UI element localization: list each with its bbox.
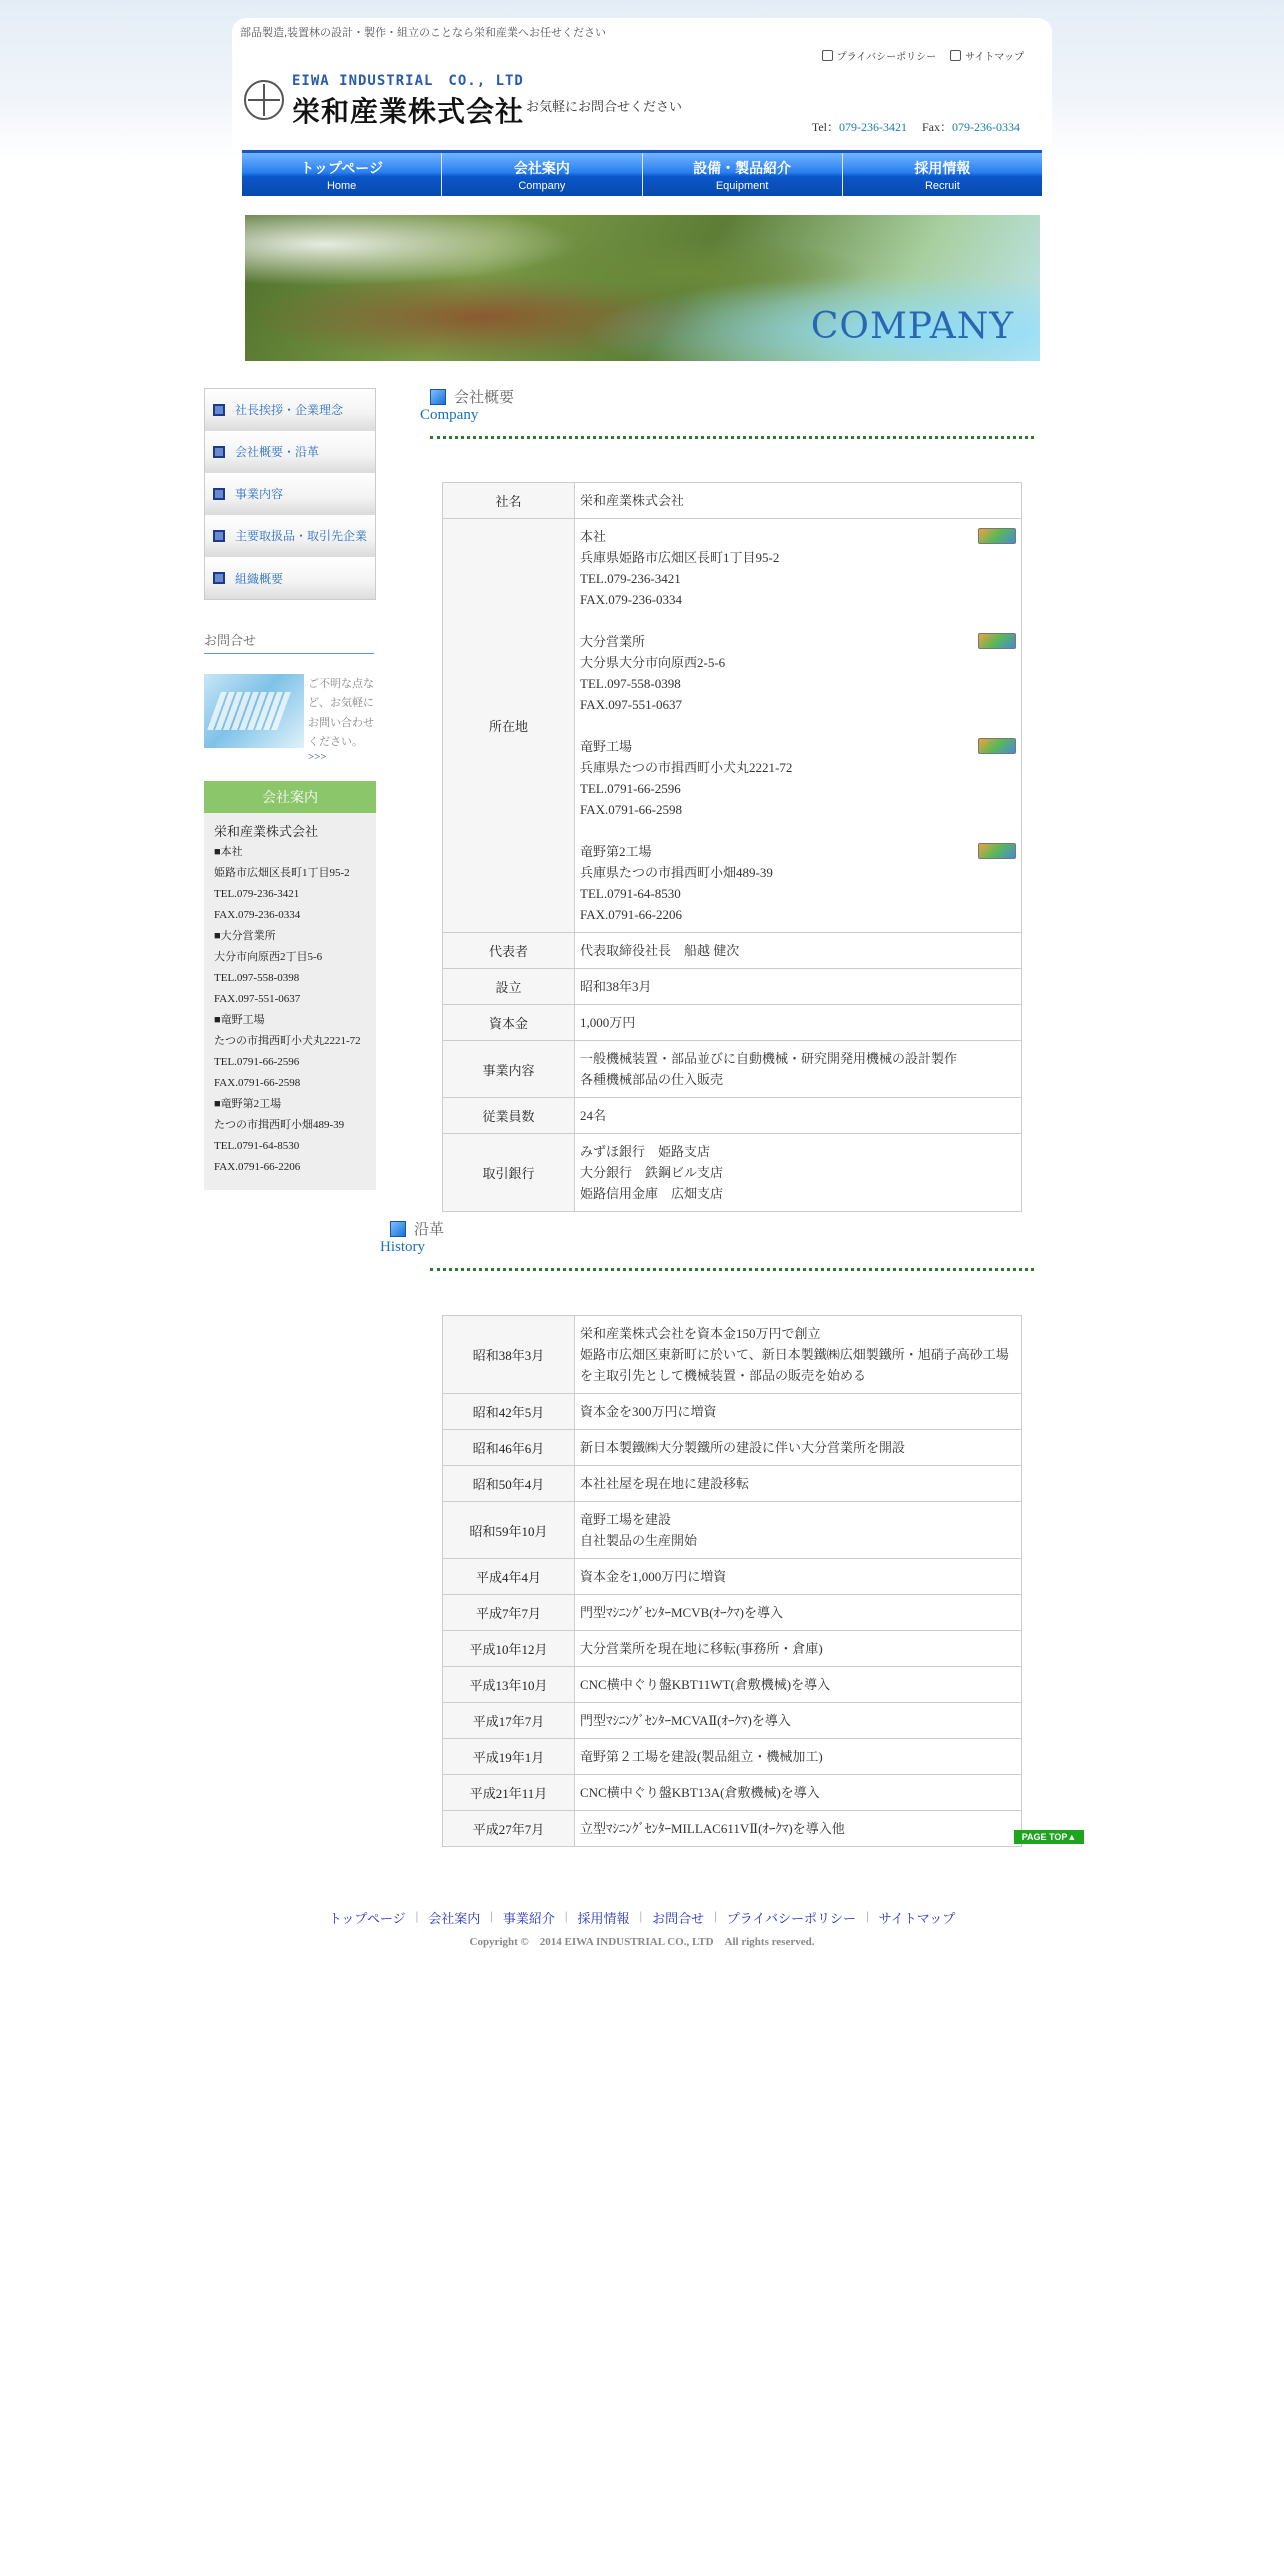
section-divider: [430, 1268, 1034, 1271]
contact-message: お気軽にお問合せください: [526, 99, 683, 114]
square-bullet-icon: [213, 572, 225, 584]
table-row: [443, 1739, 1022, 1775]
row-header: 平成7年7月: [443, 1595, 575, 1631]
row-header: 昭和46年6月: [443, 1430, 575, 1466]
value-line: 門型ﾏｼﾆﾝｸﾞｾﾝﾀｰMCVB(ｵｰｸﾏ)を導入: [580, 1605, 783, 1620]
value-line: 大分営業所: [580, 634, 646, 649]
company-info-line: 姫路市広畑区長町1丁目95-2: [214, 867, 350, 879]
footer-separator: |: [564, 1908, 568, 1923]
square-bullet-icon: [213, 530, 225, 542]
address-block: [580, 526, 1016, 610]
address-block: [580, 736, 1016, 820]
value-line: 大分県大分市向原西2-5-6: [580, 655, 726, 670]
row-value: [575, 1005, 1022, 1041]
site-logo[interactable]: [244, 70, 524, 130]
footer-link[interactable]: 事業紹介: [502, 1911, 555, 1926]
fax-label: Fax：: [921, 120, 952, 134]
row-header: 社名: [443, 483, 575, 519]
value-line: 代表取締役社長 船越 健次: [580, 943, 740, 958]
sidebar-item-label: 組織概要: [235, 571, 284, 586]
row-value: [575, 1775, 1022, 1811]
inquiry-more-link[interactable]: >>>: [308, 751, 327, 763]
history-title: 沿革: [414, 1222, 445, 1238]
tel-number[interactable]: 079-236-3421: [838, 120, 907, 134]
table-row: [443, 1559, 1022, 1595]
section-icon: [430, 389, 446, 405]
row-header: 平成19年1月: [443, 1739, 575, 1775]
value-line: CNC横中ぐり盤KBT13A(倉敷機械)を導入: [580, 1785, 820, 1800]
row-value: [575, 519, 1022, 933]
tel-label: Tel：: [811, 120, 839, 134]
row-header: 平成17年7月: [443, 1703, 575, 1739]
row-value: [575, 1041, 1022, 1098]
row-header: 資本金: [443, 1005, 575, 1041]
sitemap-icon: [950, 50, 961, 61]
site-header: [232, 18, 1052, 150]
nav-home[interactable]: [242, 153, 442, 196]
sitemap-label: サイトマップ: [965, 52, 1024, 63]
value-line: 門型ﾏｼﾆﾝｸﾞｾﾝﾀｰMCVAⅡ(ｵｰｸﾏ)を導入: [580, 1713, 791, 1728]
row-header: 昭和50年4月: [443, 1466, 575, 1502]
sidebar-item-label: 会社概要・沿革: [235, 445, 320, 459]
company-info-line: FAX.097-551-0637: [214, 993, 301, 1005]
nav-company[interactable]: [442, 153, 642, 196]
value-line: 姫路市広畑区東新町に於いて、新日本製鐵㈱広畑製鐵所・旭硝子高砂工場: [580, 1347, 1009, 1362]
company-info-line: TEL.0791-64-8530: [214, 1140, 300, 1152]
overview-subtitle: Company: [420, 407, 479, 423]
inquiry-text: ご不明な点など、お気軽にお問い合わせください。: [308, 677, 374, 748]
header-phone-fax: [812, 118, 1020, 135]
company-info-line: たつの市揖西町小畑489-39: [214, 1119, 345, 1131]
value-line: 大分営業所を現在地に移転(事務所・倉庫): [580, 1641, 823, 1656]
history-table: [442, 1315, 1022, 1847]
address-block: [580, 841, 1016, 925]
row-value: [575, 1394, 1022, 1430]
footer-link[interactable]: トップページ: [328, 1911, 406, 1926]
map-icon[interactable]: [978, 528, 1016, 544]
nav-label-en: Home: [326, 180, 357, 192]
value-line: 竜野工場: [580, 739, 633, 754]
value-line: TEL.0791-64-8530: [580, 886, 681, 901]
company-info-line: TEL.0791-66-2596: [214, 1056, 300, 1068]
table-row: [443, 1005, 1022, 1041]
row-header: 所在地: [443, 519, 575, 933]
row-header: 平成21年11月: [443, 1775, 575, 1811]
footer-separator: |: [639, 1908, 643, 1923]
history-subtitle: History: [380, 1239, 425, 1255]
row-value: [575, 1667, 1022, 1703]
privacy-policy-link[interactable]: [822, 48, 937, 63]
value-line: TEL.097-558-0398: [580, 676, 681, 691]
value-line: 立型ﾏｼﾆﾝｸﾞｾﾝﾀｰMILLAC611VⅡ(ｵｰｸﾏ)を導入他: [580, 1821, 845, 1836]
nav-label-en: Company: [518, 180, 566, 192]
nav-label-en: Equipment: [715, 180, 769, 192]
address-block: [580, 631, 1016, 715]
row-header: 昭和42年5月: [443, 1394, 575, 1430]
utility-links: [822, 48, 1024, 63]
table-row: [443, 1775, 1022, 1811]
sidebar: [204, 388, 376, 1190]
row-header: 従業員数: [443, 1098, 575, 1134]
company-info-line: FAX.0791-66-2598: [214, 1077, 301, 1089]
company-info-line: 栄和産業株式会社: [214, 824, 319, 839]
hero-banner: [245, 215, 1040, 361]
value-line: 1,000万円: [580, 1015, 636, 1030]
row-value: [575, 483, 1022, 519]
inquiry-keyboard-image[interactable]: [204, 674, 304, 748]
logo-japanese-name: 栄和産業株式会社: [292, 95, 525, 128]
map-icon[interactable]: [978, 633, 1016, 649]
row-value: [575, 1430, 1022, 1466]
row-value: [575, 1502, 1022, 1559]
table-row: [443, 1098, 1022, 1134]
company-info-line: TEL.097-558-0398: [214, 972, 300, 984]
copyright: Copyright © 2014 EIWA INDUSTRIAL CO., LTD All rights reserved.: [469, 1936, 815, 1948]
table-row: [443, 1466, 1022, 1502]
table-row: [443, 1631, 1022, 1667]
nav-label-jp: 設備・製品紹介: [693, 161, 792, 177]
overview-table: [442, 482, 1022, 1212]
value-line: 本社社屋を現在地に建設移転: [580, 1476, 750, 1491]
value-line: 大分銀行 鉄鋼ビル支店: [580, 1165, 724, 1180]
fax-number: 079-236-0334: [952, 120, 1020, 134]
page-top-button[interactable]: PAGE TOP▲: [1014, 1830, 1084, 1844]
sidebar-item-business[interactable]: [205, 473, 375, 515]
table-row: [443, 1502, 1022, 1559]
value-line: TEL.0791-66-2596: [580, 781, 681, 796]
company-info-line: TEL.079-236-3421: [214, 888, 300, 900]
company-info-line: FAX.0791-66-2206: [214, 1161, 301, 1173]
value-line: 姫路信用金庫 広畑支店: [580, 1186, 724, 1201]
table-row: [443, 1041, 1022, 1098]
value-line: 各種機械部品の仕入販売: [580, 1072, 724, 1087]
table-row: [443, 1703, 1022, 1739]
nav-recruit[interactable]: [843, 153, 1042, 196]
company-info-line: ■竜野工場: [214, 1014, 265, 1026]
sidebar-item-label: 社長挨拶・企業理念: [235, 403, 344, 417]
footer-separator: |: [714, 1908, 717, 1923]
sidebar-item-label: 事業内容: [235, 487, 284, 501]
value-line: FAX.097-551-0637: [580, 697, 682, 712]
footer-link[interactable]: お問合せ: [652, 1911, 705, 1926]
row-header: 設立: [443, 969, 575, 1005]
value-line: みずほ銀行 姫路支店: [580, 1144, 711, 1159]
section-divider: [430, 436, 1034, 439]
row-value: [575, 1595, 1022, 1631]
value-line: 昭和38年3月: [580, 979, 652, 994]
row-header: 平成4年4月: [443, 1559, 575, 1595]
footer-separator: |: [866, 1908, 869, 1923]
footer-links: [0, 1908, 1284, 1927]
footer-link[interactable]: プライバシーポリシー: [726, 1911, 857, 1926]
footer-separator: |: [415, 1908, 419, 1923]
table-row-location: [443, 519, 1022, 933]
value-line: 竜野第２工場を建設(製品組立・機械加工): [580, 1749, 823, 1764]
company-info-line: ■本社: [214, 846, 243, 858]
table-row: [443, 1667, 1022, 1703]
footer-link[interactable]: 会社案内: [428, 1911, 481, 1926]
nav-equipment[interactable]: [643, 153, 843, 196]
sidebar-menu: [204, 388, 376, 600]
row-value: [575, 1631, 1022, 1667]
row-value: [575, 1559, 1022, 1595]
table-row: [443, 1394, 1022, 1430]
table-row: [443, 483, 1022, 519]
overview-heading: [420, 386, 514, 424]
value-line: 本社: [580, 529, 607, 544]
sidebar-item-products[interactable]: [205, 515, 375, 557]
nav-label-jp: 会社案内: [513, 161, 570, 177]
sidebar-item-organization[interactable]: [205, 557, 375, 599]
company-info-line: ■竜野第2工場: [214, 1098, 282, 1110]
row-header: 昭和59年10月: [443, 1502, 575, 1559]
row-value: [575, 1739, 1022, 1775]
value-line: CNC横中ぐり盤KBT11WT(倉敷機械)を導入: [580, 1677, 831, 1692]
value-line: 資本金を300万円に増資: [580, 1404, 717, 1419]
value-line: 新日本製鐵㈱大分製鐵所の建設に伴い大分営業所を開設: [580, 1440, 906, 1455]
value-line: 竜野第2工場: [580, 844, 652, 859]
table-row: [443, 1811, 1022, 1847]
row-value: [575, 1811, 1022, 1847]
map-icon[interactable]: [978, 843, 1016, 859]
value-line: TEL.079-236-3421: [580, 571, 681, 586]
sidebar-item-overview[interactable]: [205, 431, 375, 473]
value-line: 一般機械装置・部品並びに自動機械・研究開発用機械の設計製作: [580, 1051, 958, 1066]
square-bullet-icon: [213, 446, 225, 458]
table-row: [443, 969, 1022, 1005]
value-line: 竜野工場を建設: [580, 1512, 672, 1527]
map-icon[interactable]: [978, 738, 1016, 754]
row-value: [575, 933, 1022, 969]
logo-mark-icon: [244, 80, 284, 120]
row-value: [575, 1316, 1022, 1394]
row-header: 代表者: [443, 933, 575, 969]
row-value: [575, 1098, 1022, 1134]
row-header: 事業内容: [443, 1041, 575, 1098]
value-line: 栄和産業株式会社: [580, 493, 685, 508]
row-value: [575, 969, 1022, 1005]
row-header: 平成13年10月: [443, 1667, 575, 1703]
value-line: を主取引先として機械装置・部品の販売を始める: [580, 1368, 867, 1383]
value-line: 兵庫県姫路市広畑区長町1丁目95-2: [580, 550, 780, 565]
table-row: [443, 1595, 1022, 1631]
nav-label-jp: 採用情報: [914, 161, 971, 177]
lock-icon: [822, 50, 833, 61]
table-row: [443, 1316, 1022, 1394]
logo-english-name: EIWA INDUSTRIAL CO., LTD: [292, 73, 524, 89]
value-line: FAX.0791-66-2206: [580, 907, 682, 922]
inquiry-box: [204, 674, 376, 763]
value-line: 兵庫県たつの市揖西町小犬丸2221-72: [580, 760, 793, 775]
global-nav: [242, 150, 1042, 196]
value-line: 24名: [580, 1108, 607, 1123]
section-icon: [390, 1221, 406, 1237]
sidebar-item-label: 主要取扱品・取引先企業: [235, 529, 368, 543]
sitemap-link[interactable]: [950, 48, 1024, 63]
value-line: 兵庫県たつの市揖西町小畑489-39: [580, 865, 773, 880]
site-footer: [0, 1908, 1284, 1949]
privacy-policy-label: プライバシーポリシー: [836, 52, 937, 63]
company-info-line: FAX.079-236-0334: [214, 909, 301, 921]
hero-title: COMPANY: [810, 306, 1014, 347]
row-header: 平成10年12月: [443, 1631, 575, 1667]
value-line: FAX.079-236-0334: [580, 592, 682, 607]
square-bullet-icon: [213, 488, 225, 500]
row-header: 取引銀行: [443, 1134, 575, 1212]
history-heading: [380, 1218, 444, 1256]
row-value: [575, 1466, 1022, 1502]
value-line: FAX.0791-66-2598: [580, 802, 682, 817]
company-info-box: [204, 781, 376, 1190]
nav-label-en: Recruit: [924, 180, 960, 192]
company-info-line: ■大分営業所: [214, 930, 276, 942]
value-line: 自社製品の生産開始: [580, 1533, 698, 1548]
company-info-title: 会社案内: [204, 781, 376, 813]
row-header: 平成27年7月: [443, 1811, 575, 1847]
sidebar-item-greeting[interactable]: [205, 389, 375, 431]
row-value: [575, 1703, 1022, 1739]
table-row: [443, 1134, 1022, 1212]
header-tagline: 部品製造,装置林の設計・製作・組立のことなら栄和産業へお任せください: [240, 27, 607, 39]
nav-label-jp: トップページ: [300, 161, 383, 177]
square-bullet-icon: [213, 404, 225, 416]
row-header: 昭和38年3月: [443, 1316, 575, 1394]
row-value: [575, 1134, 1022, 1212]
page-wrapper: [232, 18, 1052, 192]
table-row: [443, 1430, 1022, 1466]
footer-link[interactable]: サイトマップ: [878, 1911, 956, 1926]
value-line: 資本金を1,000万円に増資: [580, 1569, 727, 1584]
company-info-line: 大分市向原西2丁目5-6: [214, 951, 323, 963]
company-info-body: [204, 813, 376, 1190]
table-row: [443, 933, 1022, 969]
value-line: 栄和産業株式会社を資本金150万円で創立: [580, 1326, 821, 1341]
inquiry-title: お問合せ: [204, 630, 374, 654]
company-info-line: たつの市揖西町小犬丸2221-72: [214, 1035, 361, 1047]
overview-title: 会社概要: [454, 390, 515, 406]
footer-link[interactable]: 採用情報: [577, 1911, 630, 1926]
footer-separator: |: [490, 1908, 493, 1923]
